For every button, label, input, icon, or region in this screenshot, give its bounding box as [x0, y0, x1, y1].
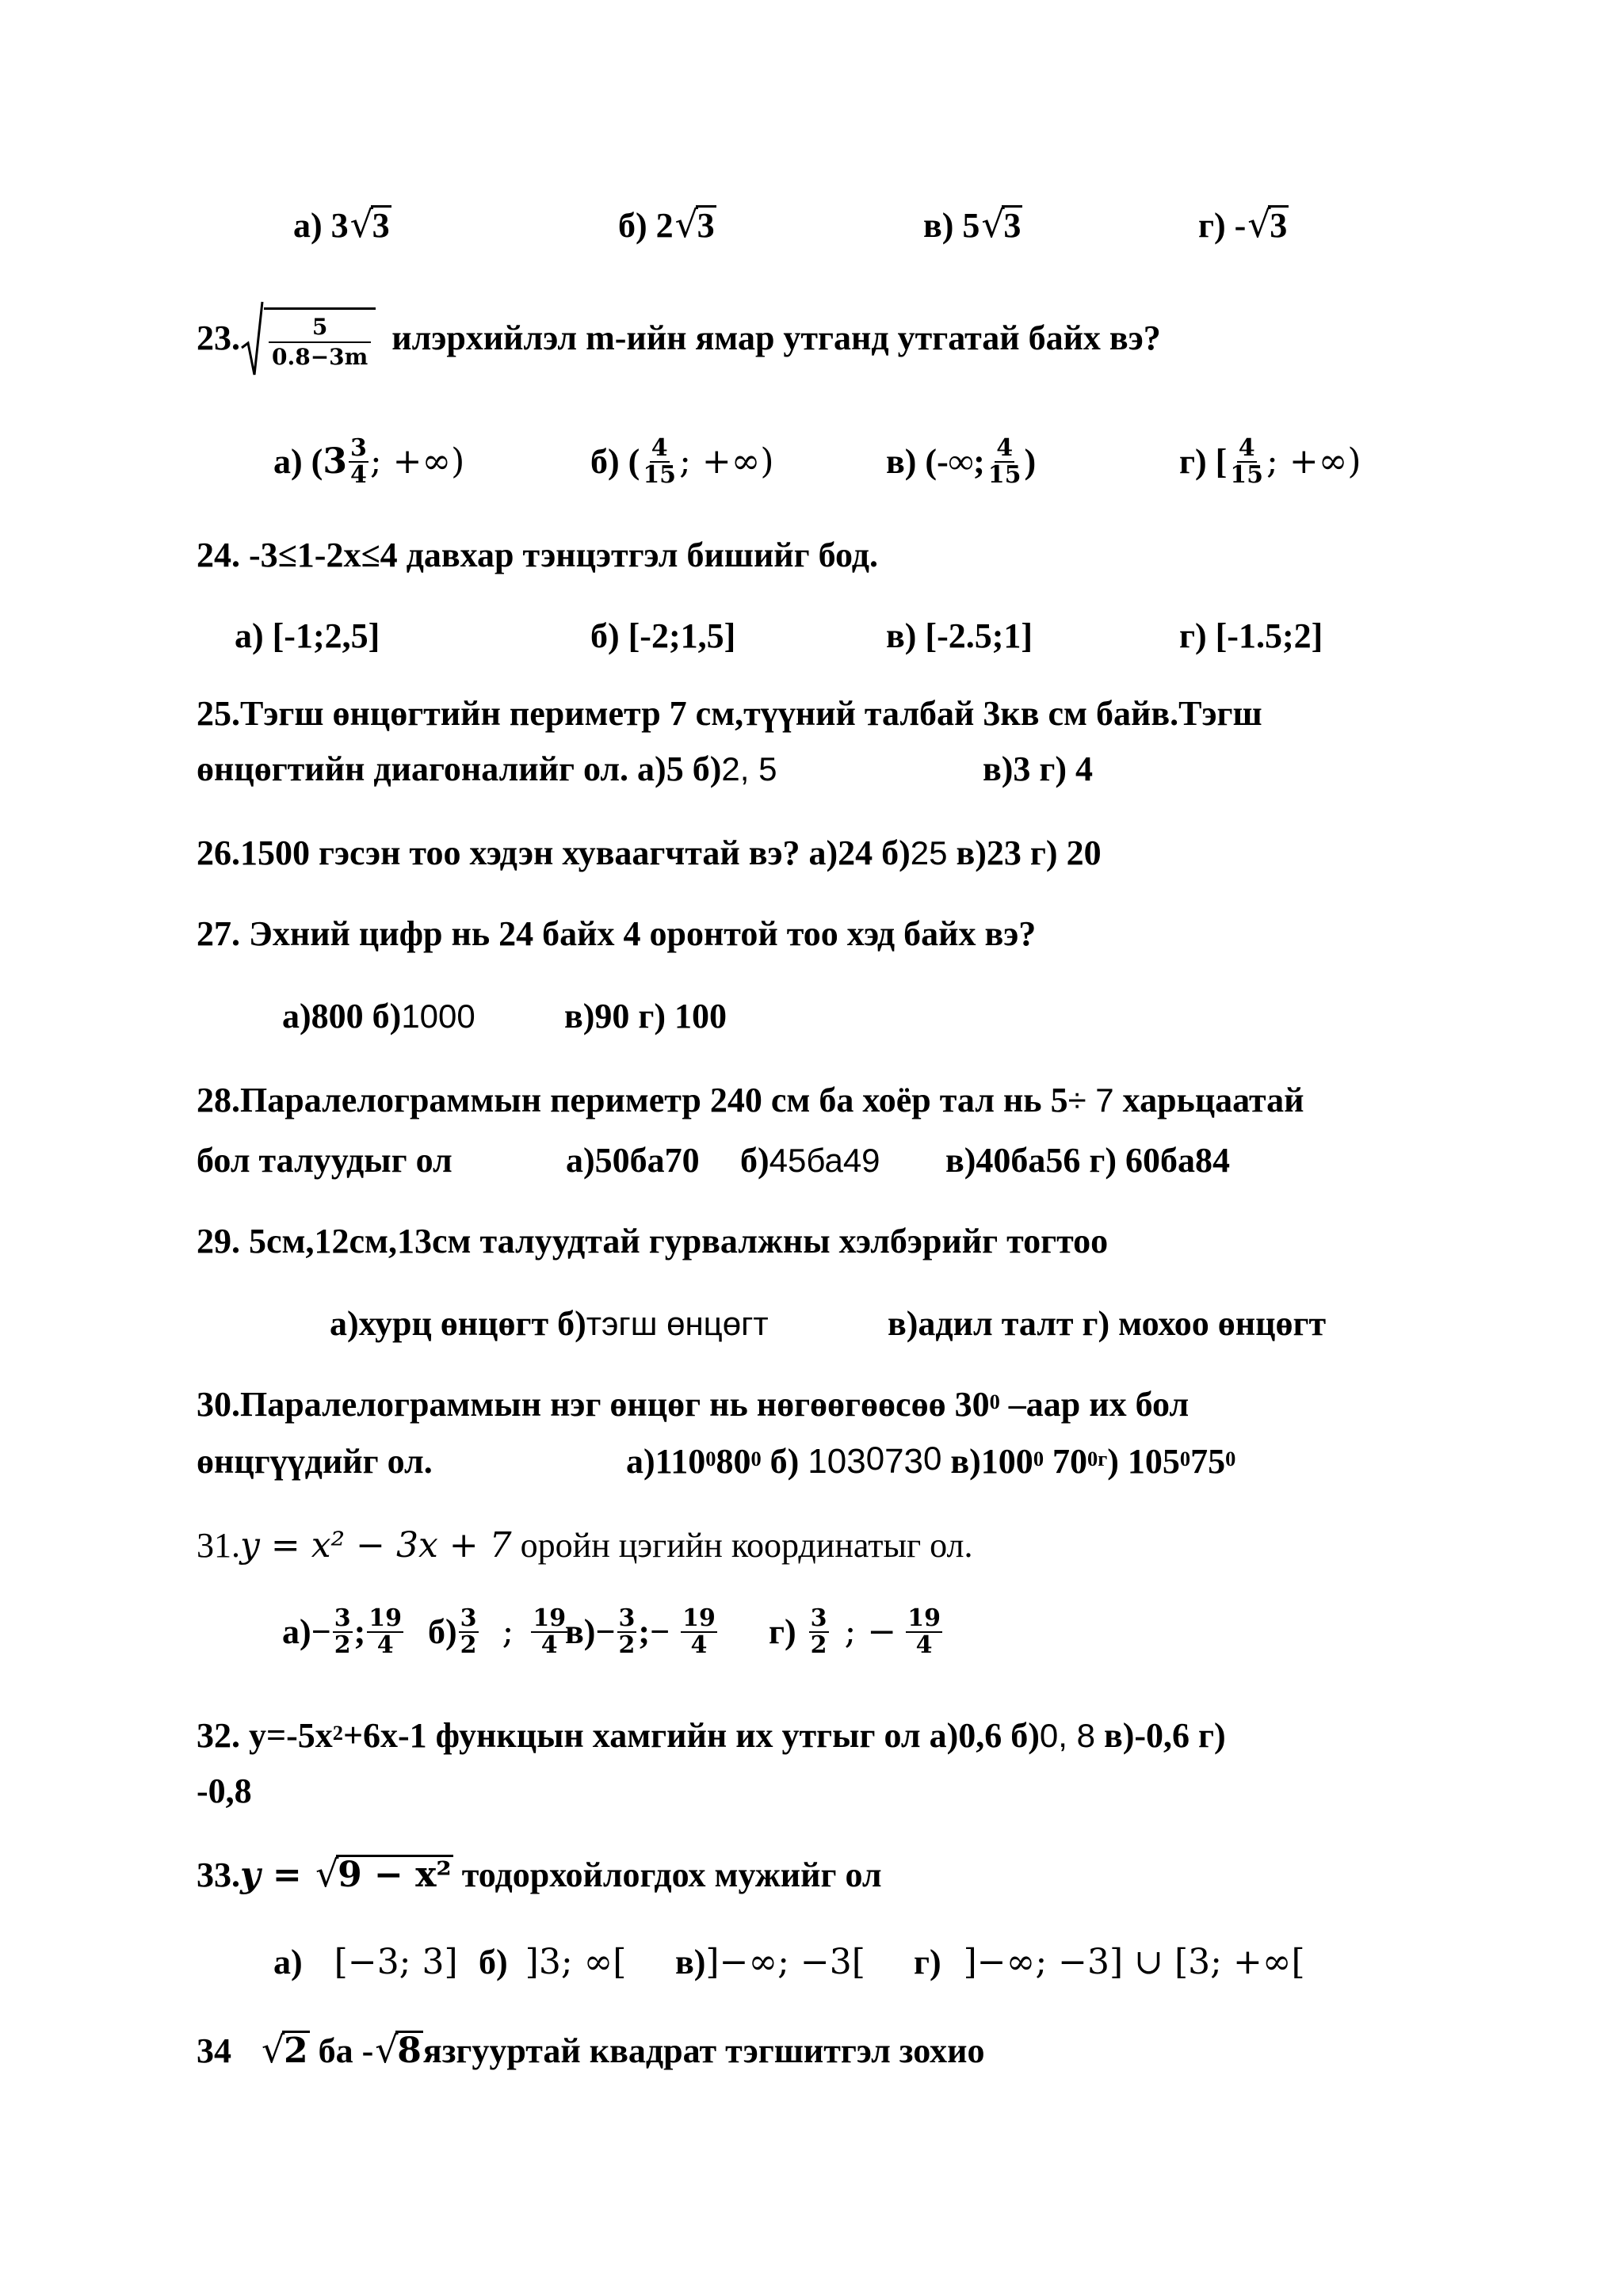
q23-option-a: а) ( 3 $\frac{3}{4}$ ; +∞): [273, 434, 465, 489]
q33-option-g: г) ]−∞; −3] ∪ [3; +∞[: [914, 1942, 1305, 1982]
q23-option-g: г) [ $\frac{4}{15}$ ; +∞): [1179, 434, 1361, 489]
q31-option-g: г) $\frac{3}{2}$ ; − $\frac{19}{4}$: [769, 1604, 941, 1659]
q33-option-v: в)]−∞; −3[: [675, 1942, 865, 1982]
question-28-option-b: б)45ба49: [740, 1141, 880, 1180]
question-28-option-a: а)50ба70: [566, 1141, 700, 1180]
sqrt-symbol: √ 3: [1247, 204, 1289, 247]
question-34: 34√ 2 ба -√ 8язгууртай квадрат тэгшитгэл зохио: [197, 2030, 984, 2073]
q23-option-b: б) ( $\frac{4}{15}$ ; +∞): [590, 434, 774, 489]
question-29-rest: в)адил талт г) мохоо өнцөгт: [888, 1304, 1327, 1343]
q33-option-b: б) ]3; ∞[: [479, 1942, 627, 1982]
question-27-options: а)800 б)1000: [282, 997, 475, 1035]
question-26: 26.1500 гэсэн тоо хэдэн хуваагчтай вэ? а)24 б)25 в)23 г) 20: [197, 833, 1102, 872]
sqrt-symbol: √ 2: [262, 2030, 310, 2073]
q31-option-a: а)− $\frac{3}{2}$ ; $\frac{19}{4}$: [282, 1604, 403, 1659]
question-28-line2: бол талуудыг ол: [197, 1141, 453, 1180]
question-29-options: а)хурц өнцөгт б)тэгш өнцөгт: [330, 1304, 769, 1343]
q22-option-b: б) 2√ 3: [618, 204, 716, 247]
sqrt-symbol: √ 8: [375, 2030, 423, 2073]
q24-option-b: б) [-2;1,5]: [590, 616, 736, 655]
question-25-line1: 25.Тэгш өнцөгтийн периметр 7 см,түүний талбай 3кв см байв.Тэгш: [197, 694, 1262, 733]
question-30-line2: өнцгүүдийг ол.: [197, 1442, 433, 1481]
q31-option-v: в)− $\frac{3}{2}$ ;− $\frac{19}{4}$: [565, 1604, 716, 1659]
question-33: 33.y = √ 9 − x² тодорхойлогдох мужийг ол: [197, 1854, 882, 1897]
q33-option-a: а) [−3; 3]: [273, 1942, 458, 1982]
question-27: 27. Эхний цифр нь 24 байх 4 оронтой тоо хэд байх вэ?: [197, 914, 1037, 953]
q24-option-v: в) [-2.5;1]: [886, 616, 1033, 655]
question-25-line2: өнцөгтийн диагоналийг ол. а)5 б)2, 5: [197, 749, 777, 788]
q22-option-a: а) 3√ 3: [293, 204, 391, 247]
sqrt-symbol: √ 9 − x²: [315, 1854, 453, 1897]
question-28-rest: в)40ба56 г) 60ба84: [945, 1141, 1231, 1180]
question-24: 24. -3≤1-2x≤4 давхар тэнцэтгэл бишийг бод.: [197, 536, 879, 574]
question-29: 29. 5см,12см,13см талуудтай гурвалжны хэлбэрийг тогтоо: [197, 1222, 1109, 1261]
sqrt-fraction: 5 0.8−3m: [240, 299, 376, 378]
question-27-rest: в)90 г) 100: [564, 997, 727, 1035]
question-25-rest: в)3 г) 4: [983, 749, 1094, 788]
q24-option-g: г) [-1.5;2]: [1179, 616, 1323, 655]
question-30-options: $а)110^080^0$ б) $103^073^0$ $в)100^0$ $70^{0г}$) $105^075^0$: [626, 1440, 1236, 1481]
q22-option-v: в) 5√ 3: [923, 204, 1022, 247]
sqrt-symbol: √ 3: [675, 204, 716, 247]
q31-option-b: б) $\frac{3}{2}$ ; $\frac{19}{4}$: [428, 1604, 567, 1659]
question-30-line1: 30.Паралелограммын нэг өнцөг нь нөгөөгөөсөө $30^0$ –аар их бол: [197, 1385, 1190, 1424]
q23-option-v: в) (-∞; $\frac{4}{15}$ ): [886, 434, 1037, 489]
question-32-line2: -0,8: [197, 1772, 252, 1810]
question-31: 31.y = x² − 3x + 7 оройн цэгийн координатыг ол.: [197, 1525, 973, 1566]
sqrt-symbol: √ 3: [350, 204, 391, 247]
question-28-line1: 28.Паралелограммын периметр 240 см ба хоёр тал нь 5÷ 7 харьцаатай: [197, 1081, 1304, 1119]
question-23: 23. 5 0.8−3m илэрхийлэл m-ийн ямар утганд утгатай байх вэ?: [197, 295, 1161, 382]
sqrt-symbol: √ 3: [981, 204, 1022, 247]
q22-option-g: г) -√ 3: [1198, 204, 1289, 247]
question-32: 32. $y=-5x^2+6x-1$ функцын хамгийн их утгыг ол а)0,6 б)0, 8 в)-0,6 г): [197, 1716, 1226, 1755]
q24-option-a: а) [-1;2,5]: [235, 616, 380, 655]
